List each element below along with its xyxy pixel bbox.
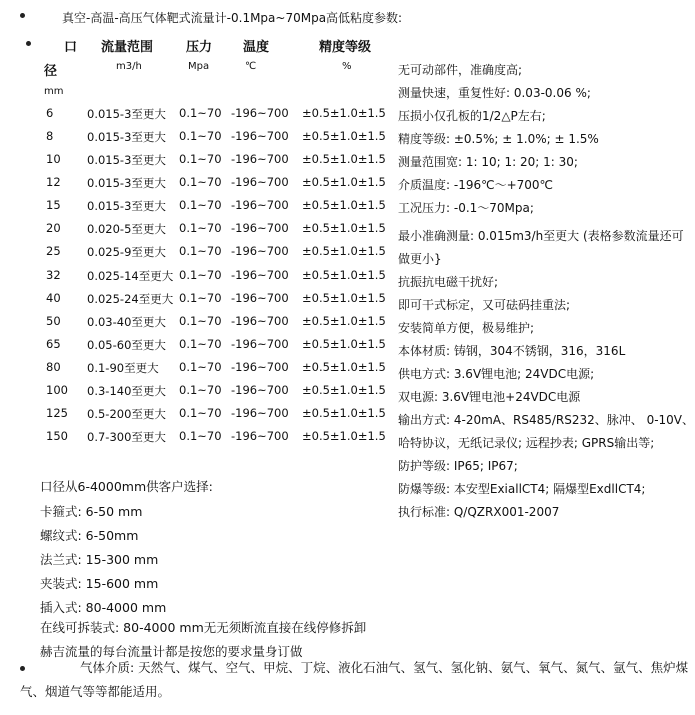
cell-pressure: 0.1~70 bbox=[179, 221, 222, 235]
cell-dn: 32 bbox=[46, 268, 61, 282]
cell-dn: 20 bbox=[46, 221, 61, 235]
cell-temp: -196~700 bbox=[231, 221, 289, 235]
spec-item: 供电方式: 3.6V锂电池; 24VDC电源; bbox=[398, 367, 595, 381]
cell-temp: -196~700 bbox=[231, 429, 289, 443]
cell-accuracy: ±0.5±1.0±1.5 bbox=[302, 360, 386, 374]
header-dn-2: 径 bbox=[44, 64, 58, 79]
cell-dn: 6 bbox=[46, 106, 54, 120]
cell-temp: -196~700 bbox=[231, 152, 289, 166]
cell-temp: -196~700 bbox=[231, 268, 289, 282]
spec-item: 测量范围宽: 1: 10; 1: 20; 1: 30; bbox=[398, 155, 578, 169]
cell-temp: -196~700 bbox=[231, 175, 289, 189]
cell-dn: 40 bbox=[46, 291, 61, 305]
cell-pressure: 0.1~70 bbox=[179, 198, 222, 212]
table-row bbox=[0, 244, 395, 267]
cell-temp: -196~700 bbox=[231, 198, 289, 212]
cell-range: 0.025-14至更大 bbox=[87, 269, 174, 283]
page-title: 真空-高温-高压气体靶式流量计-0.1Mpa~70Mpa高低粘度参数: bbox=[62, 11, 403, 25]
cell-accuracy: ±0.5±1.0±1.5 bbox=[302, 268, 386, 282]
cell-accuracy: ±0.5±1.0±1.5 bbox=[302, 429, 386, 443]
spec-item: 工况压力: -0.1～70Mpa; bbox=[398, 201, 534, 215]
table-row bbox=[0, 175, 395, 198]
spec-item: 安装简单方便，极易维护; bbox=[398, 321, 535, 335]
cell-temp: -196~700 bbox=[231, 360, 289, 374]
cell-dn: 100 bbox=[46, 383, 68, 397]
cell-range: 0.015-3至更大 bbox=[87, 107, 166, 121]
option-item: 在线可拆装式: 80-4000 mm无无须断流直接在线停修拆卸 bbox=[40, 620, 367, 635]
table-row bbox=[0, 337, 395, 360]
cell-range: 0.03-40至更大 bbox=[87, 315, 166, 329]
spec-item: 即可干式标定，又可砝码挂重法; bbox=[398, 298, 571, 312]
cell-range: 0.015-3至更大 bbox=[87, 153, 166, 167]
cell-range: 0.1-90至更大 bbox=[87, 361, 159, 375]
cell-range: 0.5-200至更大 bbox=[87, 407, 166, 421]
option-item: 法兰式: 15-300 mm bbox=[40, 552, 159, 567]
cell-accuracy: ±0.5±1.0±1.5 bbox=[302, 406, 386, 420]
cell-dn: 65 bbox=[46, 337, 61, 351]
bullet-icon bbox=[26, 41, 31, 46]
cell-dn: 25 bbox=[46, 244, 61, 258]
table-row bbox=[0, 152, 395, 175]
cell-range: 0.05-60至更大 bbox=[87, 338, 166, 352]
spec-item: 测量快速，重复性好: 0.03-0.06 %; bbox=[398, 86, 591, 100]
spec-item: 执行标准: Q/QZRX001-2007 bbox=[398, 505, 560, 519]
header-range-unit: m3/h bbox=[116, 61, 142, 72]
footer-text: 气体介质: 天然气、煤气、空气、甲烷、丁烷、液化石油气、氢气、氢化钠、氨气、氧气、氮气、氩气、焦炉煤气、烟道气等等都能适用。 bbox=[20, 660, 689, 699]
cell-pressure: 0.1~70 bbox=[179, 406, 222, 420]
cell-pressure: 0.1~70 bbox=[179, 429, 222, 443]
cell-pressure: 0.1~70 bbox=[179, 337, 222, 351]
cell-dn: 150 bbox=[46, 429, 68, 443]
cell-range: 0.3-140至更大 bbox=[87, 384, 166, 398]
table-row bbox=[0, 406, 395, 429]
header-pressure-unit: Mpa bbox=[188, 61, 210, 72]
spec-item: 输出方式: 4-20mA、RS485/RS232、脉冲、 0-10V、 bbox=[398, 413, 695, 427]
cell-dn: 80 bbox=[46, 360, 61, 374]
header-temp: 温度 bbox=[243, 40, 270, 55]
cell-temp: -196~700 bbox=[231, 244, 289, 258]
cell-temp: -196~700 bbox=[231, 314, 289, 328]
cell-accuracy: ±0.5±1.0±1.5 bbox=[302, 291, 386, 305]
cell-pressure: 0.1~70 bbox=[179, 152, 222, 166]
table-row bbox=[0, 129, 395, 152]
cell-accuracy: ±0.5±1.0±1.5 bbox=[302, 221, 386, 235]
cell-accuracy: ±0.5±1.0±1.5 bbox=[302, 198, 386, 212]
table-row bbox=[0, 429, 395, 452]
cell-range: 0.015-3至更大 bbox=[87, 199, 166, 213]
table-row bbox=[0, 198, 395, 221]
table-row bbox=[0, 314, 395, 337]
cell-accuracy: ±0.5±1.0±1.5 bbox=[302, 383, 386, 397]
cell-temp: -196~700 bbox=[231, 383, 289, 397]
spec-item: 做更小} bbox=[398, 252, 442, 266]
option-item: 卡箍式: 6-50 mm bbox=[40, 504, 143, 519]
cell-range: 0.025-24至更大 bbox=[87, 292, 174, 306]
spec-item: 本体材质: 铸钢，304不锈钢，316，316L bbox=[398, 344, 626, 358]
cell-dn: 50 bbox=[46, 314, 61, 328]
option-item: 插入式: 80-4000 mm bbox=[40, 600, 167, 615]
cell-pressure: 0.1~70 bbox=[179, 268, 222, 282]
cell-accuracy: ±0.5±1.0±1.5 bbox=[302, 129, 386, 143]
spec-item: 介质温度: -196℃～+700℃ bbox=[398, 178, 554, 192]
bullet-icon bbox=[20, 13, 25, 18]
cell-accuracy: ±0.5±1.0±1.5 bbox=[302, 337, 386, 351]
option-item: 口径从6-4000mm供客户选择: bbox=[40, 479, 213, 494]
table-row bbox=[0, 221, 395, 244]
spec-item: 压损小仅孔板的1/2△P左右; bbox=[398, 109, 546, 123]
cell-temp: -196~700 bbox=[231, 291, 289, 305]
header-dn-unit: mm bbox=[44, 86, 64, 97]
cell-pressure: 0.1~70 bbox=[179, 314, 222, 328]
cell-temp: -196~700 bbox=[231, 337, 289, 351]
cell-pressure: 0.1~70 bbox=[179, 244, 222, 258]
cell-range: 0.025-9至更大 bbox=[87, 245, 166, 259]
option-item: 赫吉流量的每台流量计都是按您的要求量身订做 bbox=[40, 644, 303, 659]
table-row bbox=[0, 106, 395, 129]
cell-pressure: 0.1~70 bbox=[179, 129, 222, 143]
cell-temp: -196~700 bbox=[231, 106, 289, 120]
cell-pressure: 0.1~70 bbox=[179, 360, 222, 374]
cell-range: 0.020-5至更大 bbox=[87, 222, 166, 236]
cell-dn: 125 bbox=[46, 406, 68, 420]
cell-accuracy: ±0.5±1.0±1.5 bbox=[302, 175, 386, 189]
spec-item: 防爆等级: 本安型ExiallCT4; 隔爆型ExdllCT4; bbox=[398, 482, 646, 496]
cell-temp: -196~700 bbox=[231, 406, 289, 420]
spec-item: 无可动部件，准确度高; bbox=[398, 63, 523, 77]
spec-item: 抗振抗电磁干扰好; bbox=[398, 275, 499, 289]
spec-item: 双电源: 3.6V锂电池+24VDC电源 bbox=[398, 390, 581, 404]
header-pressure: 压力 bbox=[186, 40, 213, 55]
cell-range: 0.015-3至更大 bbox=[87, 130, 166, 144]
cell-dn: 12 bbox=[46, 175, 61, 189]
cell-range: 0.015-3至更大 bbox=[87, 176, 166, 190]
cell-accuracy: ±0.5±1.0±1.5 bbox=[302, 244, 386, 258]
cell-pressure: 0.1~70 bbox=[179, 291, 222, 305]
option-item: 夹装式: 15-600 mm bbox=[40, 576, 159, 591]
table-row bbox=[0, 360, 395, 383]
header-accuracy: 精度等级 bbox=[319, 40, 372, 55]
table-row bbox=[0, 268, 395, 291]
cell-accuracy: ±0.5±1.0±1.5 bbox=[302, 152, 386, 166]
cell-pressure: 0.1~70 bbox=[179, 106, 222, 120]
header-range: 流量范围 bbox=[101, 40, 154, 55]
cell-pressure: 0.1~70 bbox=[179, 175, 222, 189]
cell-dn: 8 bbox=[46, 129, 54, 143]
cell-dn: 10 bbox=[46, 152, 61, 166]
table-row bbox=[0, 291, 395, 314]
cell-range: 0.7-300至更大 bbox=[87, 430, 166, 444]
spec-item: 精度等级: ±0.5%; ± 1.0%; ± 1.5% bbox=[398, 132, 599, 146]
cell-dn: 15 bbox=[46, 198, 61, 212]
cell-temp: -196~700 bbox=[231, 129, 289, 143]
header-temp-unit: ℃ bbox=[245, 61, 257, 72]
spec-item: 哈特协议，无纸记录仪; 远程抄表; GPRS输出等; bbox=[398, 436, 655, 450]
option-item: 螺纹式: 6-50mm bbox=[40, 528, 139, 543]
spec-item: 防护等级: IP65; IP67; bbox=[398, 459, 518, 473]
spec-item: 最小准确测量: 0.015m3/h至更大 (表格参数流量还可 bbox=[398, 229, 684, 243]
table-row bbox=[0, 383, 395, 406]
header-accuracy-unit: % bbox=[342, 61, 352, 72]
cell-accuracy: ±0.5±1.0±1.5 bbox=[302, 314, 386, 328]
header-dn: 口 bbox=[64, 40, 78, 55]
cell-accuracy: ±0.5±1.0±1.5 bbox=[302, 106, 386, 120]
cell-pressure: 0.1~70 bbox=[179, 383, 222, 397]
